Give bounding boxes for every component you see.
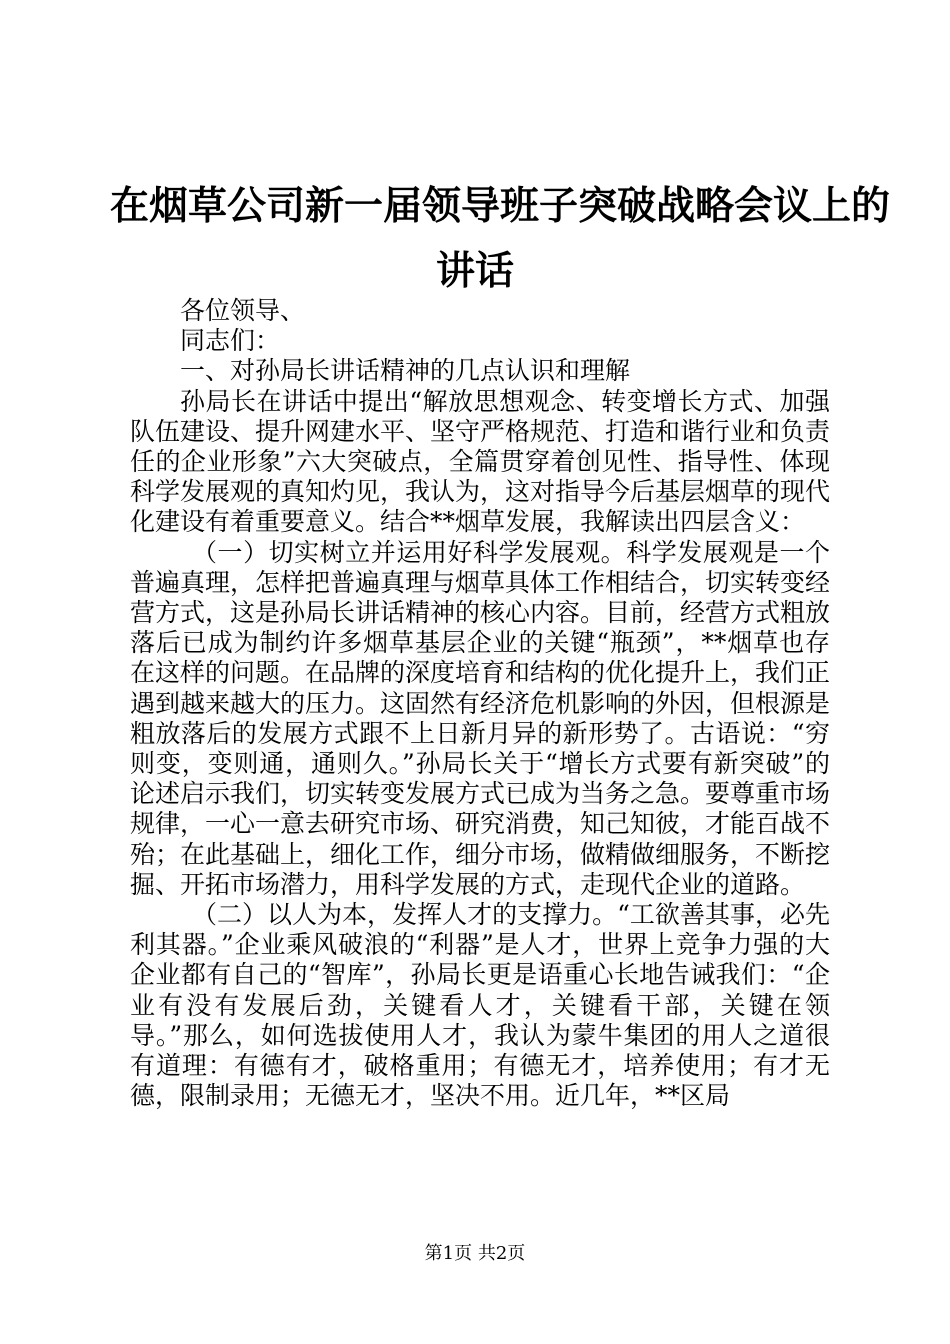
document-body	[130, 296, 830, 1111]
salutation-comrades: 同志们：	[180, 326, 281, 356]
document-title-line-1: 在烟草公司新一届领导班子突破战略会议上的	[110, 183, 891, 229]
page-footer: 第1页 共2页	[424, 1243, 526, 1264]
subsection-paragraph-2: （二）以人为本，发挥人才的支撑力。“工欲善其事，必先利其器。”企业乘风破浪的“利器”是人才，世界上竞争力强的大企业都有自己的“智库”，孙局长更是语重心长地告诫我们：“企业有没有发展后劲，关键看人才，关键看干部，关键在领导。”那么，如何选拔使用人才，我认为蒙牛集团的用人之道很有道理：有德有才，破格重用；有德无才，培养使用；有才无德，限制录用；无德无才，坚决不用。近几年，**区局	[130, 900, 830, 1111]
section-heading-1: 一、对孙局长讲话精神的几点认识和理解	[180, 356, 631, 386]
subsection-paragraph-1: （一）切实树立并运用好科学发展观。科学发展观是一个普遍真理，怎样把普遍真理与烟草具体工作相结合，切实转变经营方式，这是孙局长讲话精神的核心内容。目前，经营方式粗放落后已成为制约许多烟草基层企业的关键“瓶颈”，**烟草也存在这样的问题。在品牌的深度培育和结构的优化提升上，我们正遇到越来越大的压力。这固然有经济危机影响的外因，但根源是粗放落后的发展方式跟不上日新月异的新形势了。古语说：“穷则变，变则通，通则久。”孙局长关于“增长方式要有新突破”的论述启示我们，切实转变发展方式已成为当务之急。要尊重市场规律，一心一意去研究市场、研究消费，知己知彼，才能百战不殆；在此基础上，细化工作，细分市场，做精做细服务，不断挖掘、开拓市场潜力，用科学发展的方式，走现代企业的道路。	[130, 537, 831, 899]
document-title-line-2: 讲话	[435, 248, 514, 294]
body-paragraph: 孙局长在讲话中提出“解放思想观念、转变增长方式、加强队伍建设、提升网建水平、坚守严格规范、打造和谐行业和负责任的企业形象”六大突破点，全篇贯穿着创见性、指导性、体现科学发展观的真知灼见，我认为，这对指导今后基层烟草的现代化建设有着重要意义。结合**烟草发展，我解读出四层含义：	[130, 386, 831, 537]
salutation-leaders: 各位领导、	[180, 296, 306, 325]
